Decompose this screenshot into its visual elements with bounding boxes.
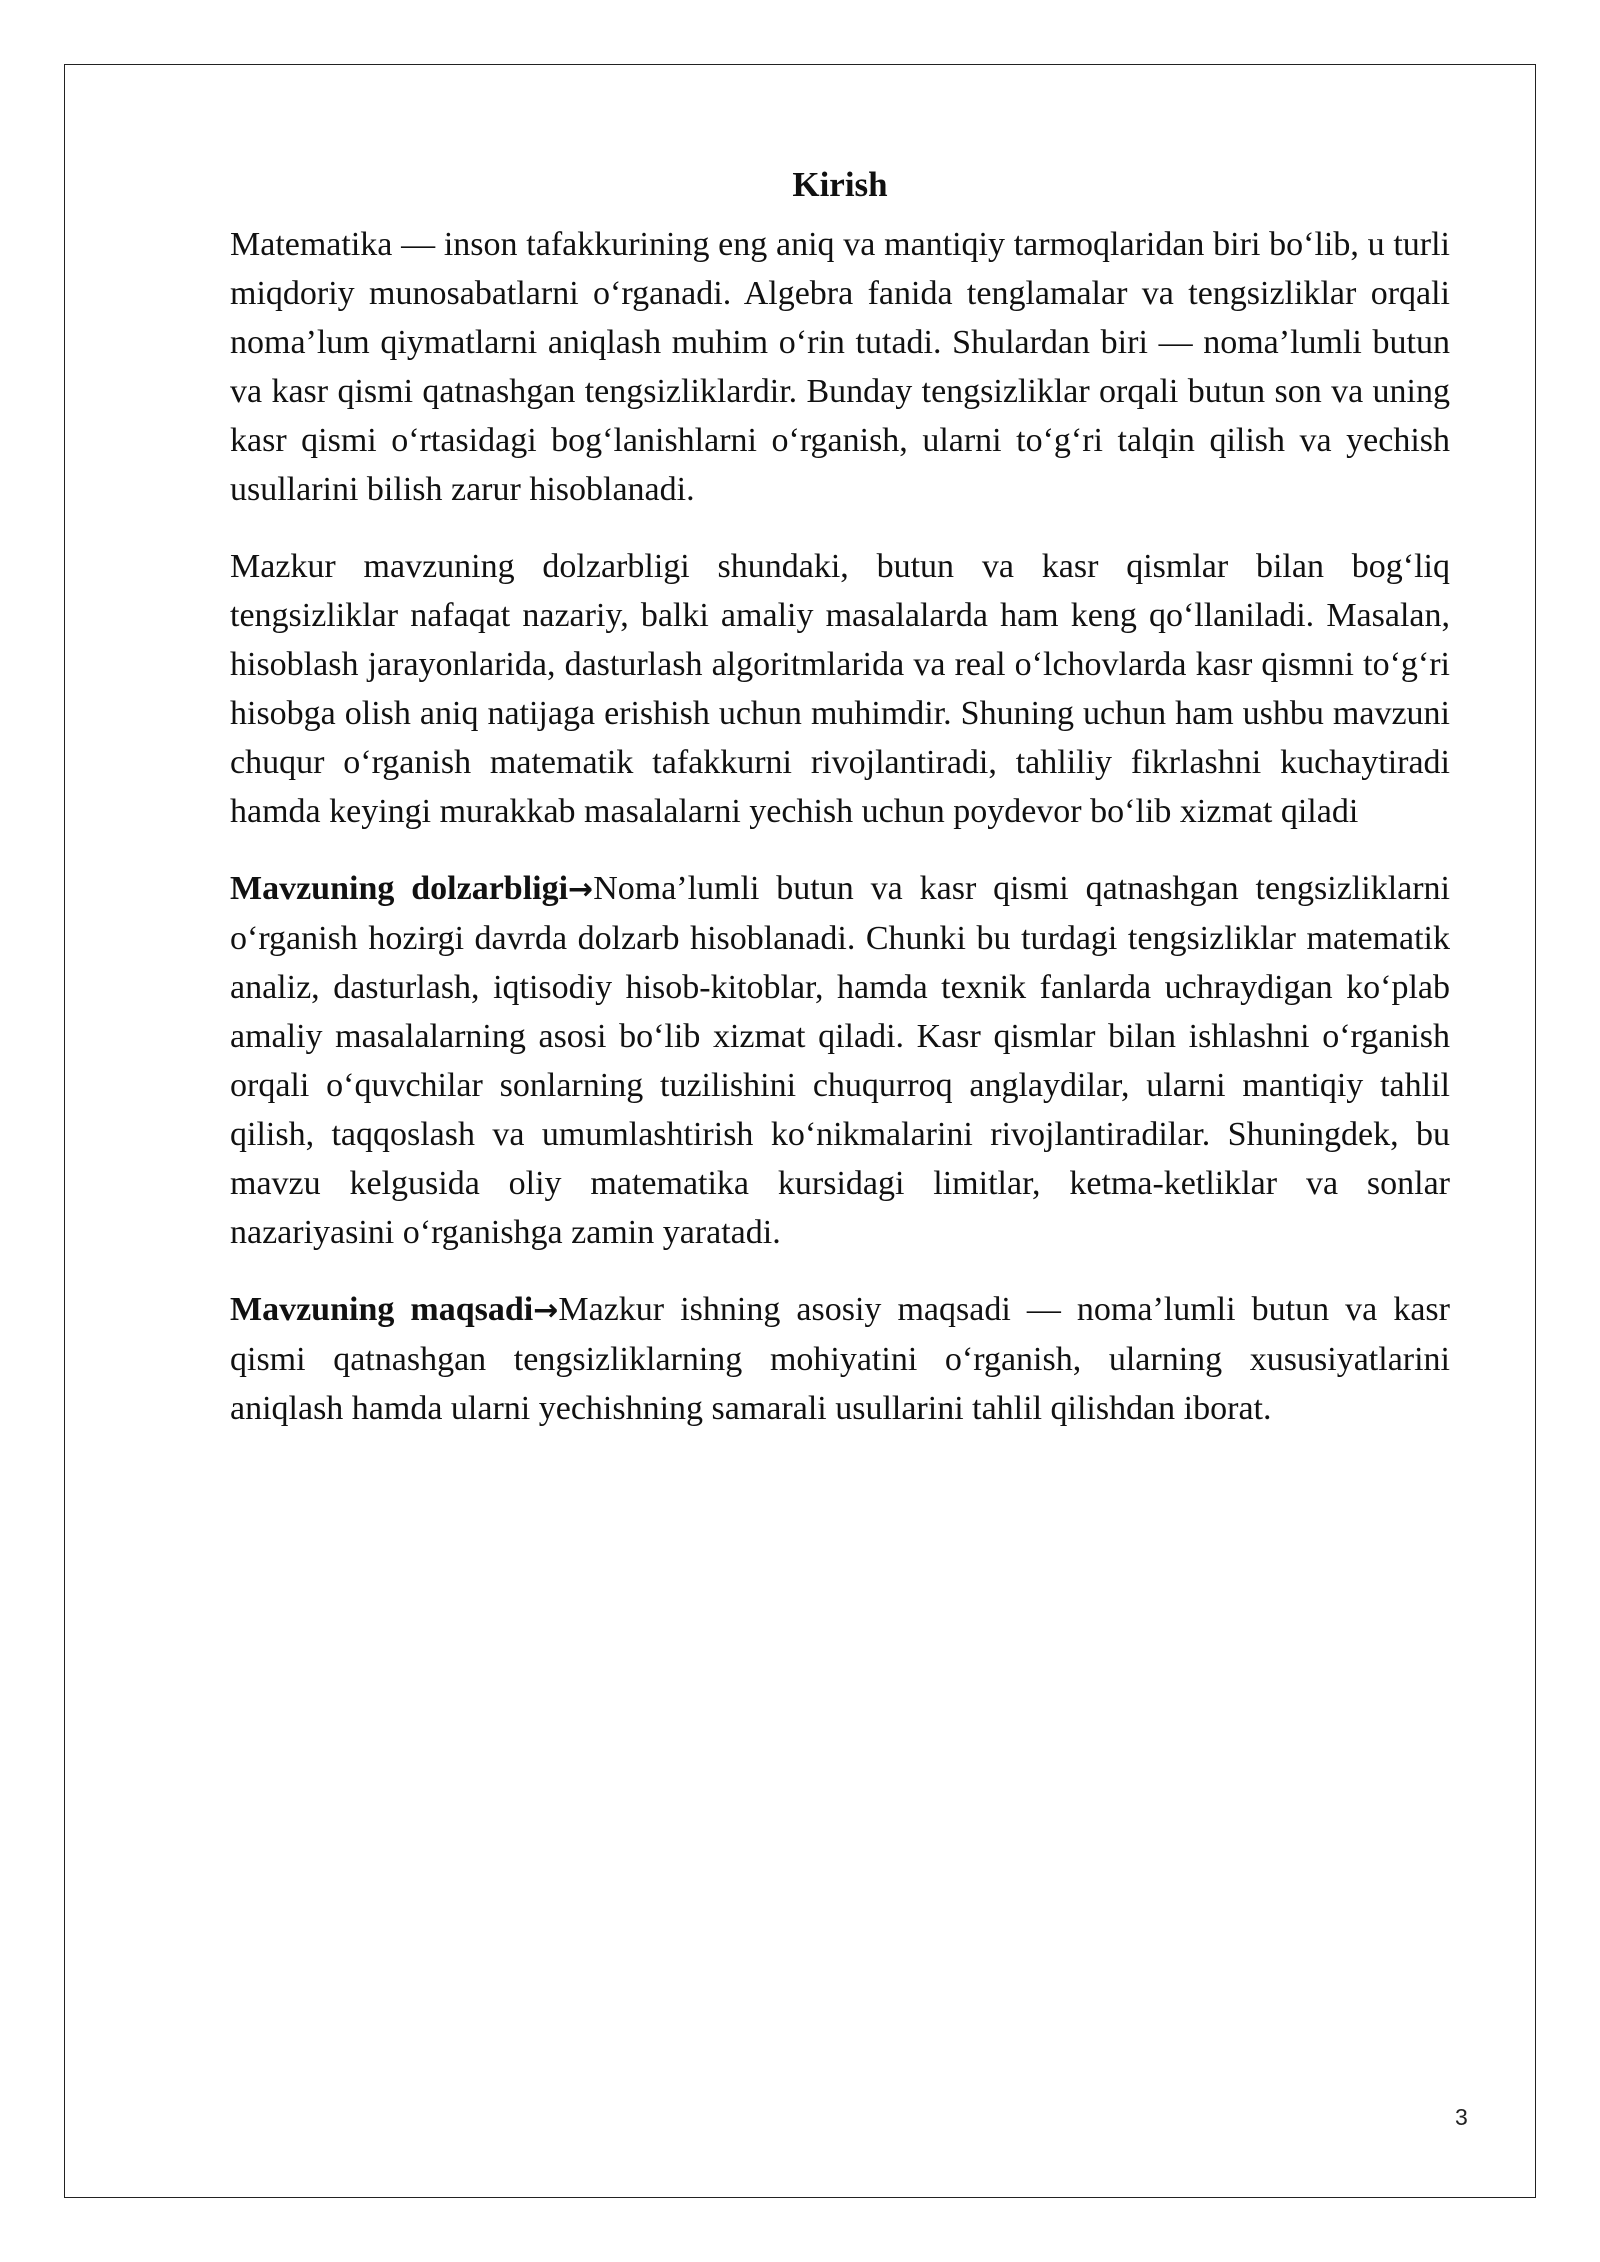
page-number: 3 — [1455, 2104, 1468, 2130]
paragraph-intro: Matematika — inson tafakkurining eng aniq va mantiqiy tarmoqlaridan biri bo‘lib, u turli miqdoriy munosabatlarni o‘rganadi. Algebra fanida tenglamalar va tengsizliklar orqali noma’lum qiymatlarni aniqlash muhim o‘rin tutadi. Shulardan biri — noma’lumli butun va kasr qismi qatnashgan tengsizliklardir. Bunday tengsizliklar orqali butun son va uning kasr qismi o‘rtasidagi bog‘lanishlarni o‘rganish, ularni to‘g‘ri talqin qilish va yechish usullarini bilish zarur hisoblanadi. — [230, 226, 1450, 508]
goal-text: Mazkur ishning asosiy maqsadi — noma’lumli butun va kasr qismi qatnashgan tengsizliklarning mohiyatini o‘rganish, ularning xususiyatlarini aniqlash hamda ularni yechishning samarali usullarini tahlil qilishdan iborat. — [230, 1291, 1450, 1427]
document-body — [230, 160, 1450, 1461]
page-title: Kirish — [792, 165, 888, 204]
arrow-right-icon: → — [568, 872, 594, 907]
arrow-right-icon: → — [533, 1293, 559, 1328]
paragraph-relevance: Mazkur mavzuning dolzarbligi shundaki, butun va kasr qismlar bilan bog‘liq tengsizliklar nafaqat nazariy, balki amaliy masalalarda ham keng qo‘llaniladi. Masalan, hisoblash jarayonlarida, dasturlash algoritmlarida va real o‘lchovlarda kasr qismni to‘g‘ri hisobga olish aniq natijaga erishish uchun muhimdir. Shuning uchun ham ushbu mavzuni chuqur o‘rganish matematik tafakkurni rivojlantiradi, tahliliy fikrlashni kuchaytiradi hamda keyingi murakkab masalalarni yechish uchun poydevor bo‘lib xizmat qiladi — [230, 548, 1450, 830]
topicality-text: Noma’lumli butun va kasr qismi qatnashgan tengsizliklarni o‘rganish hozirgi davrda dolzarb hisoblanadi. Chunki bu turdagi tengsizliklar matematik analiz, dasturlash, iqtisodiy hisob-kitoblar, hamda texnik fanlarda uchraydigan ko‘plab amaliy masalalarning asosi bo‘lib xizmat qiladi. Kasr qismlar bilan ishlashni o‘rganish orqali o‘quvchilar sonlarning tuzilishini chuqurroq anglaydilar, ularni mantiqiy tahlil qilish, taqqoslash va umumlashtirish ko‘nikmalarini rivojlantiradilar. Shuningdek, bu mavzu kelgusida oliy matematika kursidagi limitlar, ketma-ketliklar va sonlar nazariyasini o‘rganishga zamin yaratadi. — [230, 870, 1451, 1251]
goal-label: Mavzuning maqsadi — [230, 1291, 534, 1328]
paragraph-topicality — [230, 864, 1450, 1257]
topicality-label: Mavzuning dolzarbligi — [230, 870, 569, 907]
paragraph-goal — [230, 1285, 1450, 1433]
